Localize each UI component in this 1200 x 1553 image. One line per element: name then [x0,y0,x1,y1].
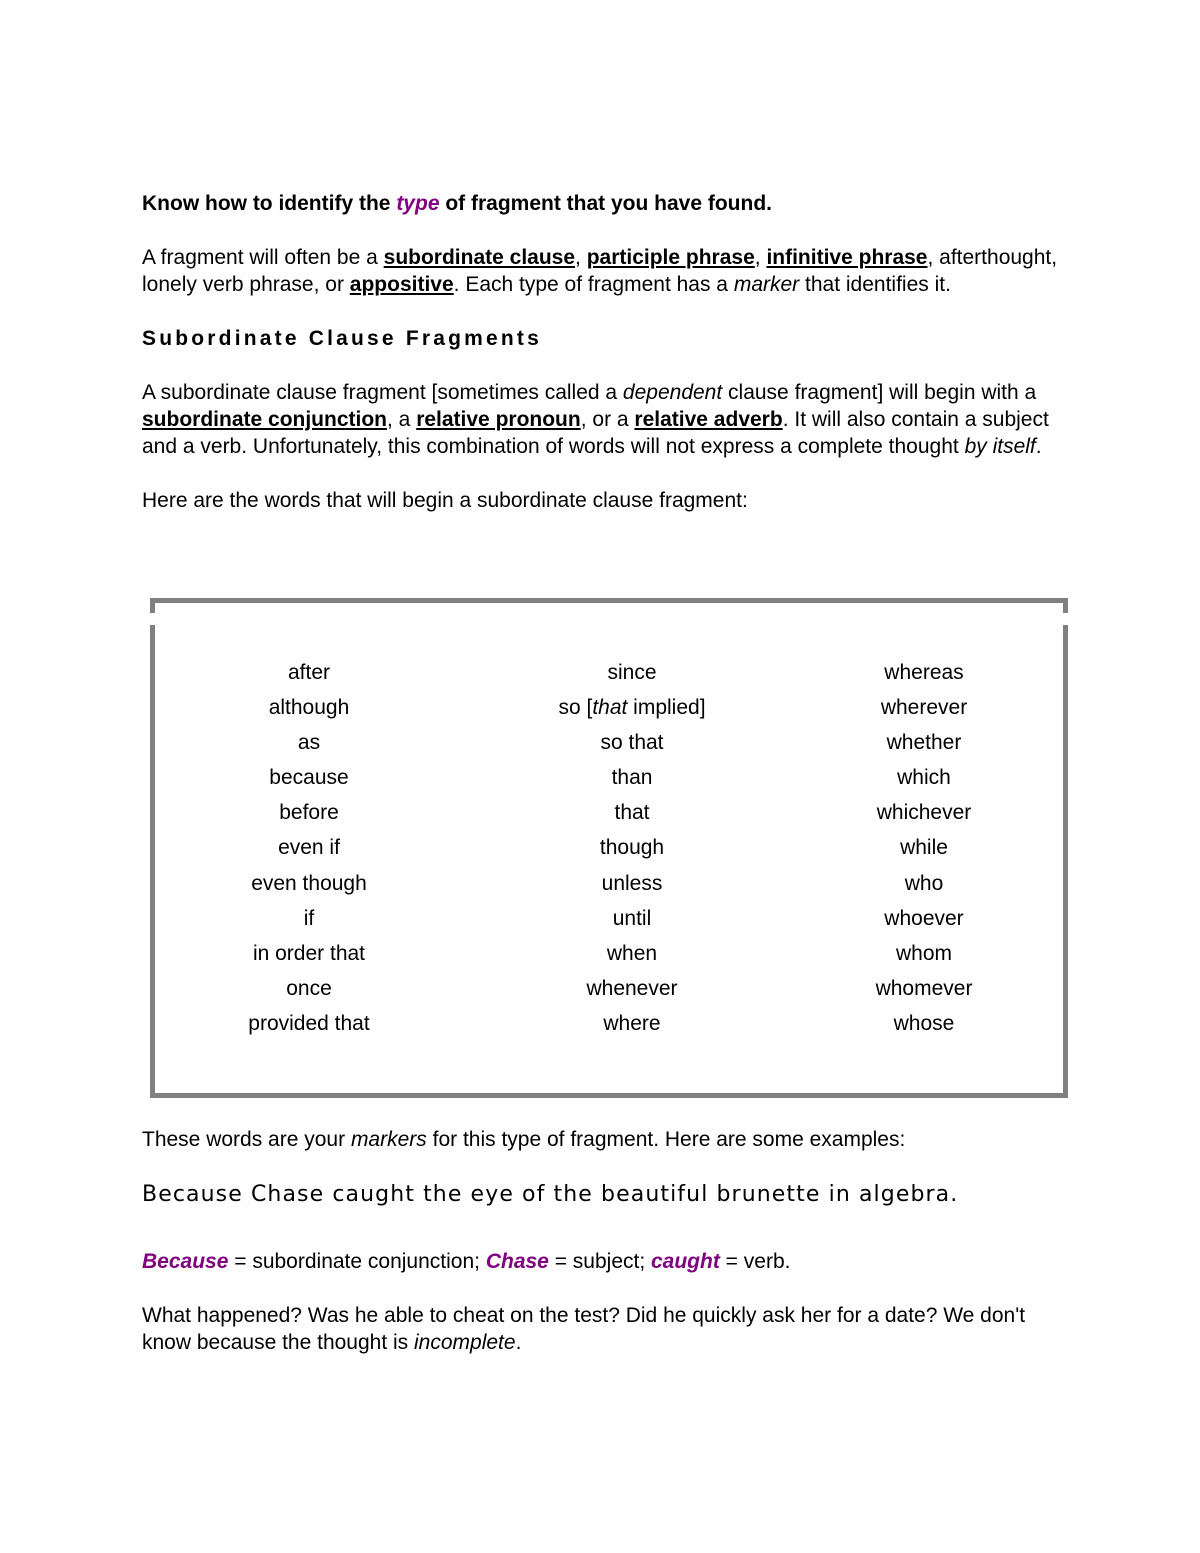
definition-emphasis: dependent [622,381,723,404]
heading-text-end: of fragment that you have found. [439,192,773,215]
term-appositive[interactable]: appositive [349,273,454,296]
marker-word: after [287,661,331,684]
marker-word: whenever [586,976,678,1000]
marker-word: wherever [880,696,968,720]
term-subordinate-clause[interactable]: subordinate clause [383,246,576,269]
definition-emphasis: by itself [964,435,1036,458]
intro-text: , [575,246,587,269]
analysis-text: = verb. [719,1250,791,1273]
marker-word: provided that [248,1011,370,1035]
marker-word: as [297,731,321,755]
analysis-text: = subordinate conjunction; [228,1250,486,1273]
marker-words-table [150,598,1068,1098]
border-notch [150,613,155,625]
term-infinitive-phrase[interactable]: infinitive phrase [766,246,928,269]
marker-word: so that [600,731,664,755]
marker-word: where [603,1011,661,1035]
instruction-heading [142,190,1072,217]
document-body [142,190,1072,514]
intro-text: , [754,246,767,269]
term-relative-adverb[interactable]: relative adverb [634,408,783,431]
closing-text: . [515,1331,522,1354]
markers-line [142,1126,1072,1153]
definition-text: . It will also contain a subject and a verb. Unfortunately, this combination of words will not express a complete thought [142,408,1049,458]
analysis-conjunction: Because [142,1250,229,1273]
markers-text: for this type of fragment. Here are some examples: [426,1128,906,1151]
term-subordinate-conjunction[interactable]: subordinate conjunction [142,408,387,431]
marker-word: since [607,661,657,684]
marker-word: whether [886,731,962,755]
marker-word: unless [601,871,663,895]
marker-word: in order that [252,941,366,965]
marker-word: when [606,941,658,965]
marker-word: while [900,836,948,860]
analysis-verb: caught [651,1250,720,1273]
term-participle-phrase[interactable]: participle phrase [586,246,755,269]
words-column-2 [522,655,742,1041]
closing-paragraph [142,1302,1072,1356]
words-column-1 [209,655,409,1041]
section-title: Subordinate Clause Fragments [142,327,542,350]
marker-word: before [279,801,339,825]
marker-word: whoever [884,906,964,930]
marker-word-part: implied] [627,696,706,720]
marker-word: although [268,696,350,720]
marker-word: than [611,766,653,790]
heading-text: Know how to identify the [142,192,397,215]
definition-text: , a [387,408,417,431]
intro-text: that identifies it. [799,273,951,296]
example-analysis [142,1248,1072,1275]
definition-text: clause fragment] will begin with a [722,381,1037,404]
markers-emphasis: markers [350,1128,427,1151]
intro-emphasis: marker [733,273,800,296]
marker-word: whom [895,941,953,965]
definition-paragraph [142,379,1072,460]
analysis-subject: Chase [485,1250,549,1273]
marker-word: which [897,766,951,790]
markers-text: These words are your [142,1128,351,1151]
marker-word: until [612,906,652,930]
marker-word: because [269,766,349,790]
intro-text: , afterthought, lonely verb phrase, or [142,246,1058,296]
marker-word: if [303,906,315,930]
intro-paragraph [142,244,1072,298]
heading-emphasis: type [396,192,440,215]
marker-word: even though [251,871,367,895]
marker-word: that [614,801,650,825]
analysis-text: = subject; [548,1250,651,1273]
example-sentence: Because Chase caught the eye of the beautiful brunette in algebra. [142,1182,959,1207]
marker-word-part: so [ [558,696,593,720]
definition-text: , or a [580,408,635,431]
term-relative-pronoun[interactable]: relative pronoun [416,408,581,431]
definition-text: . [1035,435,1042,458]
marker-word: whereas [884,661,964,684]
marker-word: who [904,871,944,895]
list-intro: Here are the words that will begin a subordinate clause fragment: [142,489,748,512]
intro-text: . Each type of fragment has a [453,273,734,296]
closing-emphasis: incomplete [414,1331,516,1354]
marker-word-emphasis: that [592,696,628,720]
marker-word: whose [893,1011,955,1035]
marker-word: whomever [875,976,973,1000]
definition-text: A subordinate clause fragment [sometimes called a [142,381,623,404]
intro-text: A fragment will often be a [142,246,384,269]
examples-section [142,1126,1072,1356]
marker-word [522,690,742,725]
marker-word: even if [278,836,340,860]
closing-text: What happened? Was he able to cheat on the test? Did he quickly ask her for a date? We don't know because the thought is [142,1304,1026,1354]
marker-word: once [286,976,332,1000]
marker-word: whichever [876,801,972,825]
words-column-3 [824,655,1024,1041]
border-notch [1063,613,1068,625]
marker-word: though [599,836,665,860]
